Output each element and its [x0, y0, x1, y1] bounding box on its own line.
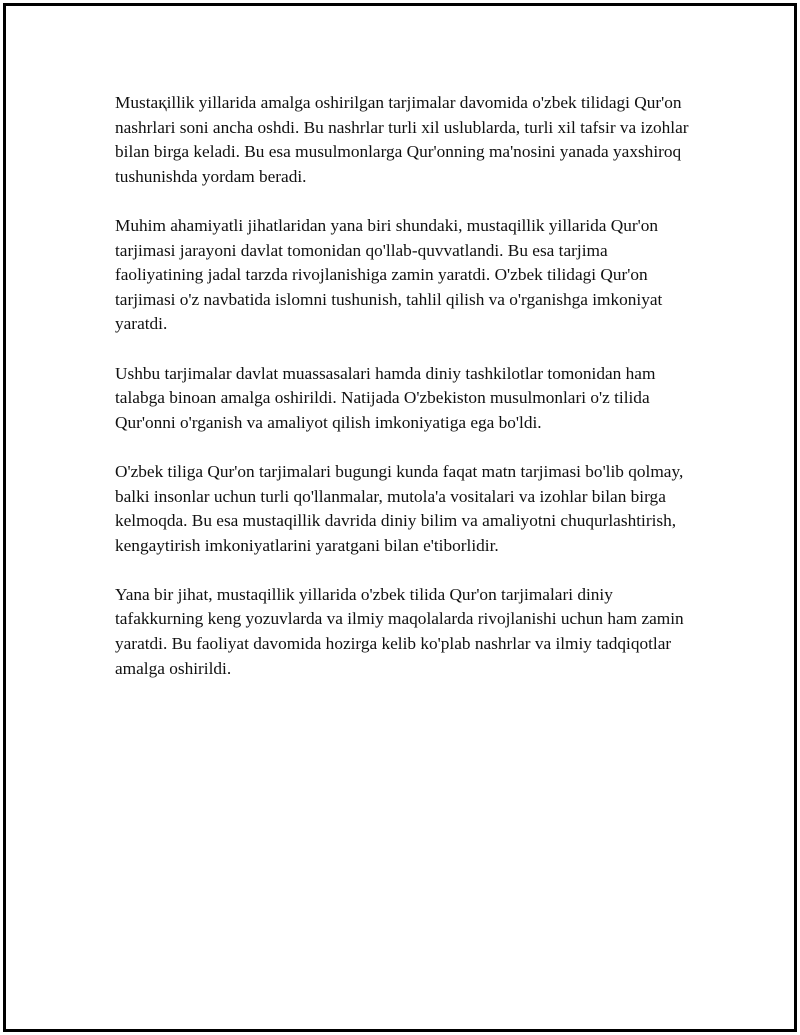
paragraph-1: Mustaқillik yillarida amalga oshirilgan tarjimalar davomida o'zbek tilidagi Qur'on nashrlari soni ancha oshdi. Bu nashrlar turli xil uslublarda, turli xil tafsir va izohlar bilan birga keladi. Bu esa musulmonlarga Qur'onning ma'nosini yanada yaxshiroq tushunishda yordam beradi.	[115, 93, 689, 186]
paragraph-4: O'zbek tiliga Qur'on tarjimalari bugungi kunda faqat matn tarjimasi bo'lib qolmay, balki insonlar uchun turli qo'llanmalar, mutola'a vositalari va izohlar bilan birga kelmoqda. Bu esa mustaqillik davrida diniy bilim va amaliyotni chuqurlashtirish, kengaytirish imkoniyatlarini yaratgani bilan e'tiborlidir.	[115, 461, 684, 555]
paragraph-2: Muhim ahamiyatli jihatlaridan yana biri shundaki, mustaqillik yillarida Qur'on tarjimasi jarayoni davlat tomonidan qo'llab-quvvatlandi. Bu esa tarjima faoliyatining jadal tarzda rivojlanishiga zamin yaratdi. O'zbek tilidagi Qur'on tarjimasi o'z navbatida islomni tushunish, tahlil qilish va o'rganishga imkoniyat yaratdi.	[115, 215, 663, 334]
paragraph-3: Ushbu tarjimalar davlat muassasalari hamda diniy tashkilotlar tomonidan ham talabga binoan amalga oshirildi. Natijada O'zbekiston musulmonlari o'z tilida Qur'onni o'rganish va amaliyot qilish imkoniyatiga ega bo'ldi.	[115, 363, 656, 432]
document-body	[115, 91, 695, 706]
paragraph-5: Yana bir jihat, mustaqillik yillarida o'zbek tilida Qur'on tarjimalari diniy tafakkurning keng yozuvlarda va ilmiy maqolalarda rivojlanishi uchun ham zamin yaratdi. Bu faoliyat davomida hozirga kelib ko'plab nashrlar va ilmiy tadqiqotlar amalga oshirildi.	[115, 584, 684, 678]
